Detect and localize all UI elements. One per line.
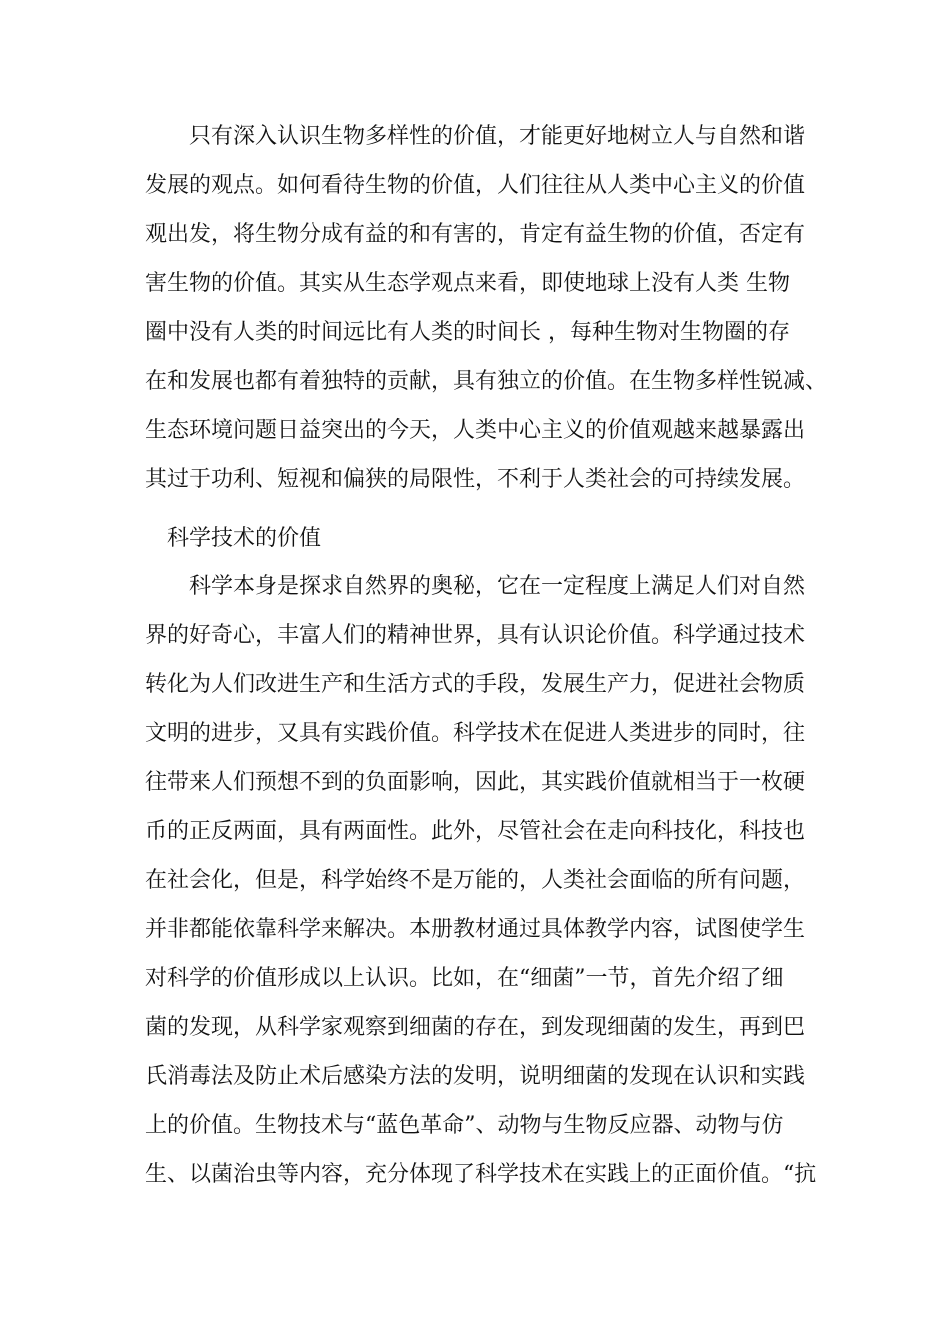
text-line: 科学本身是探求自然界的奥秘，它在一定程度上满足人们对自然 — [189, 574, 806, 599]
text-line: 币的正反两面，具有两面性。此外，尽管社会在走向科技化，科技也 — [145, 819, 806, 844]
text-line: 观出发，将生物分成有益的和有害的，肯定有益生物的价值，否定有 — [145, 222, 806, 247]
paragraph-biodiversity-value — [145, 112, 828, 504]
text-line: 其过于功利、短视和偏狭的局限性，不利于人类社会的可持续发展。 — [145, 467, 806, 492]
text-line: 对科学的价值形成以上认识。比如，在“细菌”一节，首先介绍了细 — [145, 966, 784, 991]
text-line: 发展的观点。如何看待生物的价值，人们往往从人类中心主义的价值 — [145, 173, 806, 198]
text-line: 害生物的价值。其实从生态学观点来看，即使地球上没有人类 生物 — [145, 271, 790, 296]
text-line: 并非都能依靠科学来解决。本册教材通过具体教学内容，试图使学生 — [145, 917, 806, 942]
text-line: 圈中没有人类的时间远比有人类的时间长 ，每种生物对生物圈的存 — [145, 320, 790, 345]
section-heading-text: 科学技术的价值 — [167, 526, 322, 551]
text-line: 只有深入认识生物多样性的价值，才能更好地树立人与自然和谐 — [189, 124, 806, 149]
text-line: 生态环境问题日益突出的今天，人类中心主义的价值观越来越暴露出 — [145, 418, 806, 443]
text-line: 在和发展也都有着独特的贡献，具有独立的价值。在生物多样性锐减、 — [145, 369, 828, 394]
text-line: 生、以菌治虫等内容，充分体现了科学技术在实践上的正面价值。“抗 — [145, 1162, 817, 1187]
text-line: 氏消毒法及防止术后感染方法的发明，说明细菌的发现在认识和实践 — [145, 1064, 806, 1089]
text-line: 在社会化，但是，科学始终不是万能的，人类社会面临的所有问题， — [145, 868, 806, 893]
paragraph-science-tech-value — [145, 562, 817, 1199]
text-line: 上的价值。生物技术与“蓝色革命”、动物与生物反应器、动物与仿 — [145, 1113, 784, 1138]
text-line: 往带来人们预想不到的负面影响，因此，其实践价值就相当于一枚硬 — [145, 770, 806, 795]
text-line: 文明的进步，又具有实践价值。科学技术在促进人类进步的同时，往 — [145, 721, 806, 746]
text-line: 界的好奇心，丰富人们的精神世界，具有认识论价值。科学通过技术 — [145, 623, 806, 648]
text-line: 菌的发现，从科学家观察到细菌的存在，到发现细菌的发生，再到巴 — [145, 1015, 806, 1040]
section-heading — [145, 514, 810, 563]
text-line: 转化为人们改进生产和生活方式的手段，发展生产力，促进社会物质 — [145, 672, 806, 697]
